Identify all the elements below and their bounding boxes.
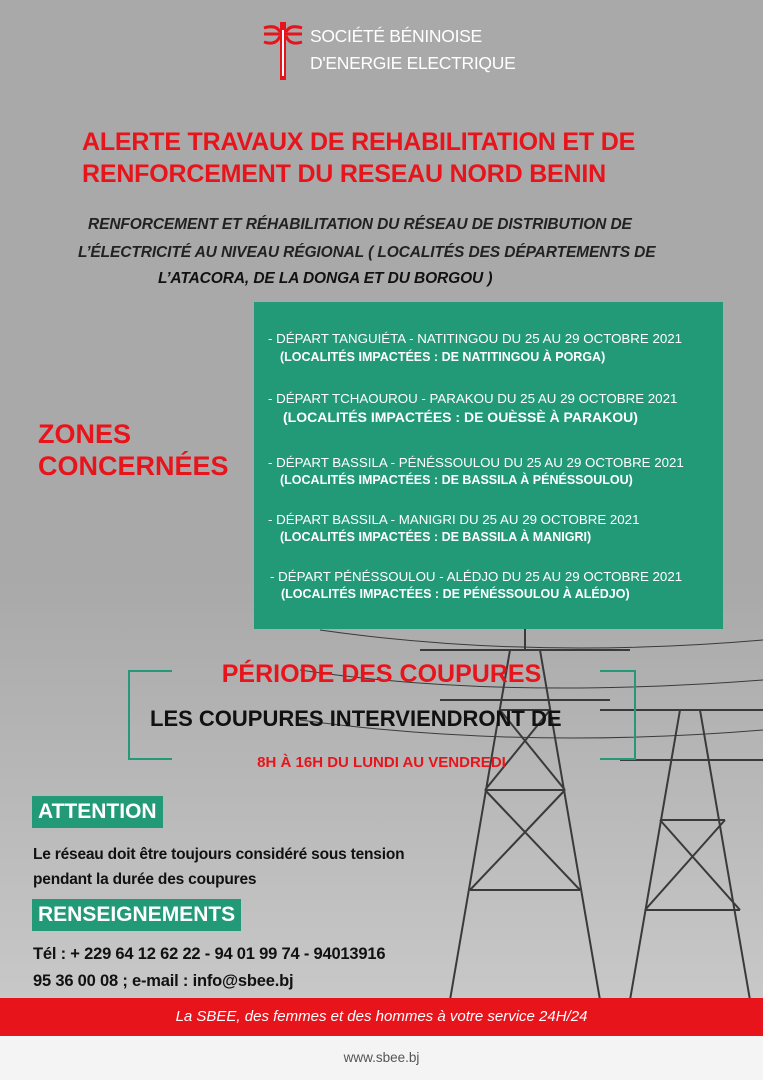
periode-hours: 8H À 16H DU LUNDI AU VENDREDI xyxy=(257,754,506,771)
zones-box xyxy=(254,302,723,629)
subtitle-line2: L’ÉLECTRICITÉ AU NIVEAU RÉGIONAL ( LOCALITÉS DES DÉPARTEMENTS DE xyxy=(78,244,656,261)
departure-4: - DÉPART BASSILA - MANIGRI DU 25 AU 29 OCTOBRE 2021 xyxy=(268,512,640,527)
attention-line1: Le réseau doit être toujours considéré sous tension xyxy=(33,846,405,863)
departure-2: - DÉPART TCHAOUROU - PARAKOU DU 25 AU 29 OCTOBRE 2021 xyxy=(268,391,678,406)
localities-3: (LOCALITÉS IMPACTÉES : DE BASSILA À PÉNÉSSOULOU) xyxy=(280,473,633,487)
periode-text: LES COUPURES INTERVIENDRONT DE xyxy=(150,706,562,731)
attention-line2: pendant la durée des coupures xyxy=(33,871,257,888)
departure-5: - DÉPART PÉNÉSSOULOU - ALÉDJO DU 25 AU 29 OCTOBRE 2021 xyxy=(270,569,683,584)
title-line2: RENFORCEMENT DU RESEAU NORD BENIN xyxy=(82,160,606,188)
zones-line1: ZONES xyxy=(38,419,132,449)
departure-3: - DÉPART BASSILA - PÉNÉSSOULOU DU 25 AU 29 OCTOBRE 2021 xyxy=(268,455,684,470)
subtitle-line3: L’ATACORA, DE LA DONGA ET DU BORGOU ) xyxy=(158,270,493,287)
zones-label xyxy=(38,418,229,482)
contact-phones: Tél : + 229 64 12 62 22 - 94 01 99 74 - 94013916 xyxy=(33,945,386,963)
power-pylons-image xyxy=(300,590,763,1000)
subtitle-line1: RENFORCEMENT ET RÉHABILITATION DU RÉSEAU DE DISTRIBUTION DE xyxy=(88,216,632,233)
website-link[interactable]: www.sbee.bj xyxy=(0,1036,763,1080)
localities-1: (LOCALITÉS IMPACTÉES : DE NATITINGOU À PORGA) xyxy=(280,350,606,364)
localities-2: (LOCALITÉS IMPACTÉES : DE OUÈSSÈ À PARAKOU) xyxy=(283,409,638,425)
zones-line2: CONCERNÉES xyxy=(38,451,229,481)
localities-4: (LOCALITÉS IMPACTÉES : DE BASSILA À MANIGRI) xyxy=(280,530,592,544)
contact-email: 95 36 00 08 ; e-mail : info@sbee.bj xyxy=(33,972,294,990)
brand-name-line2: D'ENERGIE ELECTRIQUE xyxy=(310,53,516,73)
departure-1: - DÉPART TANGUIÉTA - NATITINGOU DU 25 AU 29 OCTOBRE 2021 xyxy=(268,331,683,346)
sbee-logo-icon xyxy=(262,20,304,82)
attention-badge: ATTENTION xyxy=(32,796,163,828)
title-line1: ALERTE TRAVAUX DE REHABILITATION ET DE xyxy=(82,128,636,156)
brand-name-line1: SOCIÉTÉ BÉNINOISE xyxy=(310,26,482,46)
footer-slogan: La SBEE, des femmes et des hommes à votre service 24H/24 xyxy=(0,998,763,1036)
periode-title: PÉRIODE DES COUPURES xyxy=(221,660,542,688)
localities-5: (LOCALITÉS IMPACTÉES : DE PÉNÉSSOULOU À ALÉDJO) xyxy=(281,587,630,601)
renseignements-badge: RENSEIGNEMENTS xyxy=(32,899,241,931)
